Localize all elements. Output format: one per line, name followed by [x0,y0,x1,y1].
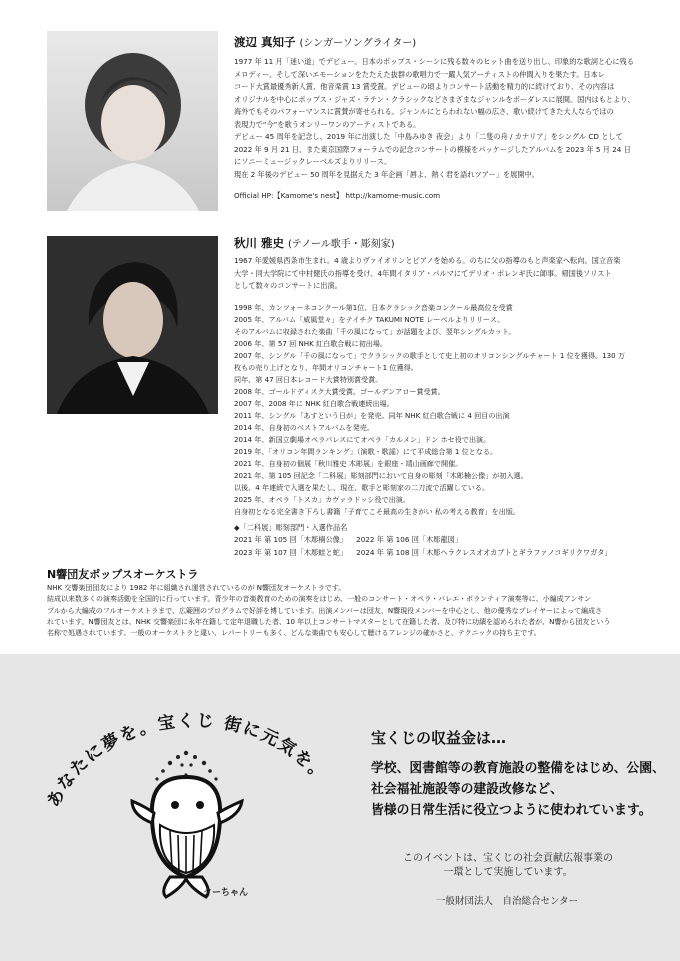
artist1-name-line [234,34,644,52]
nika-row-2: 2023 年 第 107 回「木彫蛙と蛇」 2024 年 第 108 回「木彫ヘラクレスオオカブトとギラファノコギリクワガタ」 [234,547,612,557]
mascot-name: クーちゃん [203,888,249,898]
artist2-bio: 1967 年愛媛県西条市生まれ。4 歳よりヴァイオリンとピアノを始める。のちに父の指導のもと声楽家へ転向。国立音楽 大学・同大学院にて中村健氏の指導を受け、4年間イタリア・パルマにてデリオ・ポレンギ氏に師事。帰国後ソリスト として数々のコンサートに出演。 [234,256,621,290]
orchestra-title: N響団友ポップスオーケストラ [47,568,199,581]
artist2-role: (テノール歌手・彫刻家) [288,239,395,250]
event-note: このイベントは、宝くじの社会貢献広報事業の 一環として実施しています。 [403,853,613,878]
proceeds-title: 宝くじの収益金は… [371,729,507,747]
artist1-role: (シンガーソングライター) [299,38,417,49]
portrait-woman-icon [47,31,218,211]
orchestra-body: NHK 交響楽団団友により 1982 年に組織され運営されているのが N響団友オーケストラです。 結成以来数多くの演奏活動を全国的に行っています。青少年の音楽教育のための演奏をはじめ、一般のコンサート・オペラ・バレエ・ボランティア演奏等に、小編成アンサン ブルから大編成のフルオーケストラまで、広範囲のプログラムで好評を博しています。出演メンバーは団友、N響現役メンバーを中心とし、他の優秀なプレイヤーによって編成さ れています。N響団友とは、NHK 交響楽団に永年在籍して定年退職した者、10 年以上コンサートマスターとして在籍した者、及び特に功績を認められた者が、N響から団友という 名称で処遇されています。一般のオーケストラと違い、レパートリーも多く、どんな楽曲でも安心して聴けるアレンジの確かさと、テクニックの持ち主です。 [47,584,611,638]
nika-heading: ◆「二科展」彫刻部門・入選作品名 [234,522,348,532]
artist1-bio: 1977 年 11 月「迷い道」でデビュー。日本のポップス・シーンに残る数々のヒット曲を送り出し、印象的な歌詞と心に残る メロディー、そして深いエモーションをたたえた抜群の歌唱力で一躍人気アーティストの仲間入りを果たす。日本レ コード大賞最優秀新人賞、他音楽賞 13 賞受賞。デビューの頃よりコンサート活動を精力的に続けており、その内容は オリジナルを中心にポップス・ジャズ・ラテン・クラシックなどさまざまなジャンルをボーダレスに展開。国内はもとより、 海外でもそのパフォーマンスに賞賛が寄せられる。ジャンルにとらわれない幅の広さ、歌い続けてきた大人ならではの 表現力で“今”を歌うオンリーワンのアーティストである。 デビュー 45 周年を記念し、2019 年に出演した「中島みゆき 夜会」より「二隻の舟 / カナリア」をシングル CD として 2022 年 9 月 21 日、また東京国際フォーラムでの記念コンサートの模様をパッケージしたアルバムを 2023 年 5 月 24 日 にソニーミュージックレーベルズよりリリース。 現在 2 年後のデビュー 50 周年を見据えた 3 年企画「唇よ、熱く君を語れツアー」を展開中。 [234,57,635,179]
artist2-photo [47,236,218,414]
artist1-photo [47,31,218,211]
organization-name: 一般財団法人 自治総合センター [436,896,579,907]
lottery-slogan-graphic [20,665,350,905]
artist1-name: 渡辺 真知子 [234,35,296,49]
artist2-name: 秋川 雅史 [234,236,285,250]
proceeds-body: 学校、図書館等の教育施設の整備をはじめ、公園、 社会福祉施設等の建設改修など、 皆様の日常生活に役立つように使われています。 [371,761,665,818]
kuchan-mascot-icon [132,751,242,897]
slogan-text-path: あなたに夢を。宝くじ 街に元気を。 [43,711,332,811]
artist2-bio-block [234,235,644,559]
artist1-bio-block [234,34,644,203]
orchestra-section [47,567,647,639]
portrait-man-icon [47,236,218,414]
nika-row-1: 2021 年 第 105 回「木彫楠公像」 2022 年 第 106 回「木彫龍図」 [234,535,463,544]
artist1-official-link[interactable]: Official HP:【Kamome's nest】 http://kamome-music.com [234,191,441,200]
artist2-name-line [234,235,644,253]
artist2-history: 1998 年、カンツォーネコンクール第1位、日本クラシック音楽コンクール最高位を受賞 2005 年、アルバム「威風堂々」をテイチク TAKUMI NOTE レーベルよりリリース。 そのアルバムに収録された楽曲「千の風になって」が話題をよび、翌年シングルカット。 2006 年、第 57 回 NHK 紅白歌合戦に初出場。 2007 年、シングル「千の風になって」でクラシックの歌手として史上初のオリコンシングルチャート 1 位を獲得。130 万 枚もの売り上げとなり、年間オリコンチャート1 位獲得。 同年、第 47 回日本レコード大賞特別賞受賞。 2008 年、ゴールドディスク大賞受賞。ゴールデンアロー賞受賞。 2007 年、2008 年に NHK 紅白歌合戦連続出場。 2011 年、シングル「あすという日が」を発売。同年 NHK 紅白歌合戦に 4 回目の出演 2014 年、自身初のベストアルバムを発売。 2014 年、新国立劇場オペラパレスにてオペラ「カルメン」ドン ホセ役で出演。 2019 年、「オリコン年間ランキング」（演歌・歌謡）にて平成総合第 1 位となる。 2021 年、自身初の個展「秋川雅史 木彫展」を銀座・靖山画廊で開催。 2021 年、第 105 回記念「二科展」彫刻部門において自身の彫刻「木彫楠公像」が初入選。 以後、4 年連続で入選を果たし、現在、歌手と彫刻家の二刀流で活躍している。 2025 年、オペラ「トスカ」カヴァラドッシ役で出演。 自身初となる完全書き下ろし書籍「子育てこそ最高の生きがい 私の考える教育」を出版。 [234,302,625,516]
